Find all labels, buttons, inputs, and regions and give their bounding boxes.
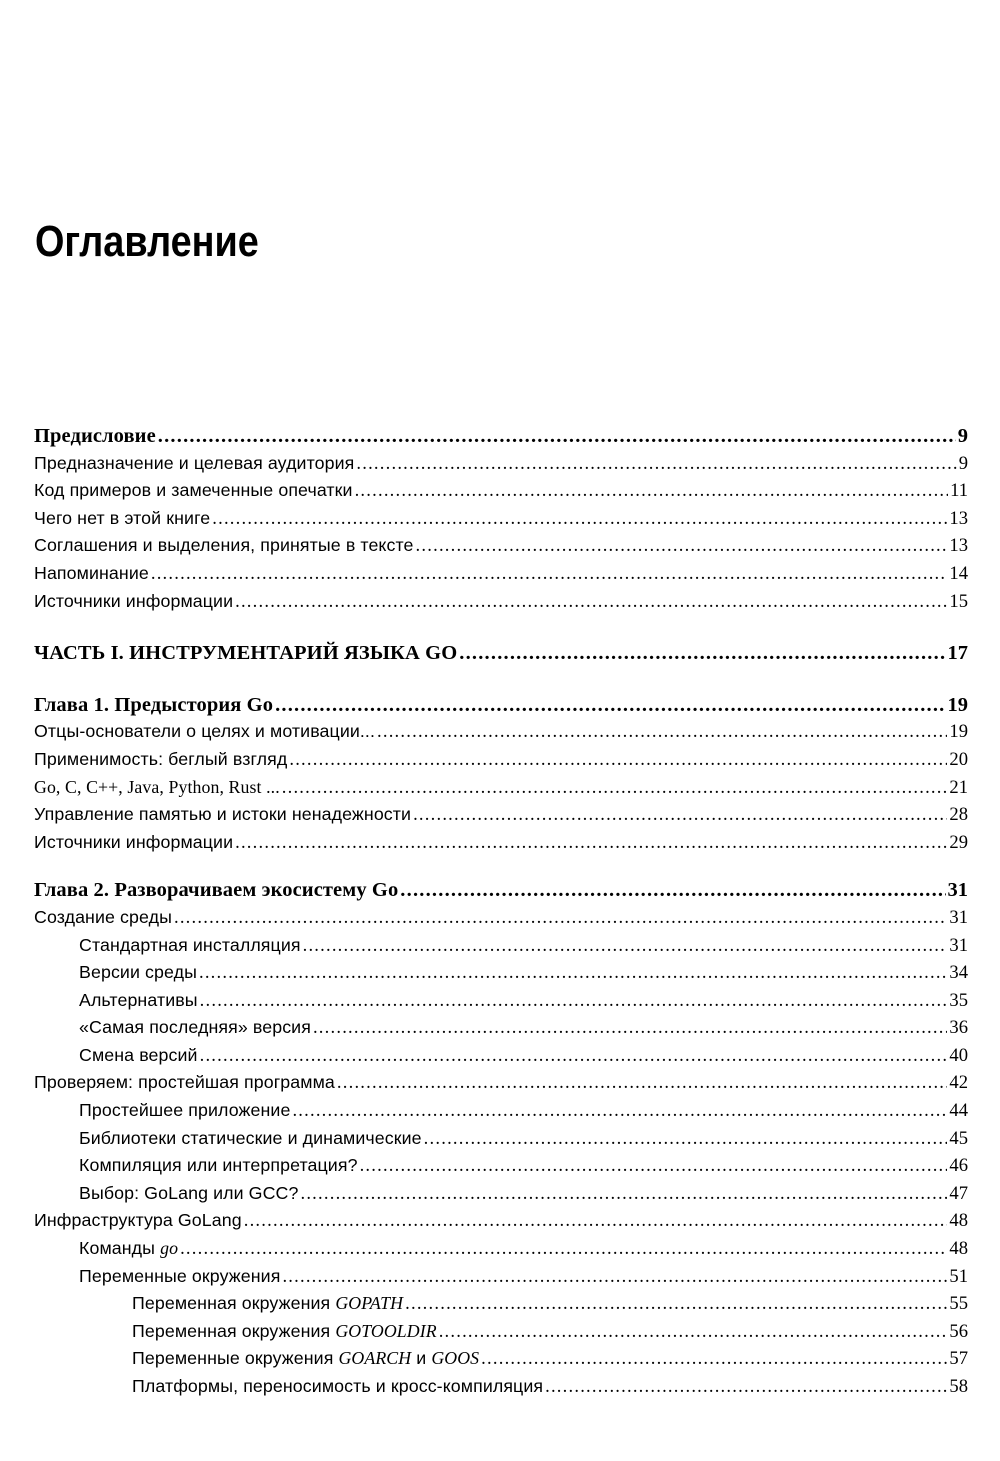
dot-leader	[356, 453, 956, 475]
dot-leader	[180, 1238, 947, 1260]
toc-entry-title: Инфраструктура GoLang	[34, 1210, 242, 1231]
toc-entry[interactable]	[34, 721, 968, 749]
dot-leader	[282, 777, 948, 799]
toc-entry[interactable]	[34, 1293, 968, 1321]
toc-entry[interactable]	[34, 749, 968, 777]
toc-entry[interactable]	[34, 453, 968, 481]
toc-entry-title: Источники информации	[34, 831, 234, 852]
toc-entry-part-1[interactable]	[34, 642, 968, 670]
toc-entry-title: Альтернативы	[79, 989, 198, 1010]
toc-entry-page: 9	[957, 425, 968, 447]
toc-entry-title-text: Переменная окружения	[132, 1293, 331, 1314]
toc-entry-title: Смена версий	[79, 1044, 198, 1065]
dot-leader	[413, 804, 947, 826]
toc-entry-page: 45	[949, 1127, 968, 1149]
toc-entry-title: Глава 1. Предыстория Go	[34, 693, 274, 716]
toc-entry-page: 47	[949, 1182, 968, 1204]
toc-entry[interactable]	[34, 1266, 968, 1294]
toc-entry-page: 46	[949, 1155, 968, 1177]
dot-leader	[174, 907, 947, 929]
toc-entry[interactable]	[34, 1045, 968, 1073]
dot-leader	[282, 1266, 947, 1288]
toc-entry-page: 34	[949, 962, 968, 984]
toc-entry-page: 13	[949, 535, 968, 557]
toc-entry-page: 40	[949, 1044, 968, 1066]
toc-entry-title: Выбор: GoLang или GCC?	[79, 1182, 299, 1203]
toc-entry-page: 57	[949, 1348, 968, 1370]
toc-entry[interactable]	[34, 1210, 968, 1238]
code-term: GOPATH	[335, 1293, 404, 1314]
toc-entry[interactable]	[34, 591, 968, 619]
dot-leader	[275, 694, 945, 717]
toc-entry[interactable]	[34, 1155, 968, 1183]
toc-entry-chapter-1[interactable]	[34, 694, 968, 722]
toc-entry-page: 14	[949, 562, 968, 584]
dot-leader	[439, 1321, 948, 1343]
dot-leader	[405, 1293, 947, 1315]
toc-entry-title	[132, 1321, 437, 1342]
toc-entry-page: 48	[949, 1238, 968, 1260]
toc-entry-title: Код примеров и замеченные опечатки	[34, 480, 353, 501]
toc-entry-page: 11	[950, 480, 968, 502]
toc-entry-title: Напоминание	[34, 562, 149, 583]
dot-leader	[337, 1072, 948, 1094]
dot-leader	[424, 1128, 948, 1150]
toc-entry-title: Источники информации	[34, 590, 234, 611]
toc-entry[interactable]	[34, 1183, 968, 1211]
toc-entry[interactable]	[34, 907, 968, 935]
toc-entry-page: 31	[949, 934, 968, 956]
dot-leader	[400, 879, 945, 902]
code-term: GOOS	[431, 1348, 480, 1369]
toc-entry[interactable]	[34, 935, 968, 963]
toc-entry-title-text: Переменная окружения	[132, 1320, 331, 1341]
toc-entry-page: 29	[949, 831, 968, 853]
dot-leader	[481, 1348, 947, 1370]
dot-leader	[300, 1183, 947, 1205]
toc-entry[interactable]	[34, 990, 968, 1018]
toc-entry-page: 44	[949, 1100, 968, 1122]
toc-entry[interactable]	[34, 1100, 968, 1128]
toc-entry[interactable]	[34, 1017, 968, 1045]
toc-entry-title	[79, 1238, 178, 1259]
toc-entry[interactable]	[34, 1376, 968, 1404]
toc-entry-title: «Самая последняя» версия	[79, 1017, 311, 1038]
toc-entry-title: Управление памятью и истоки ненадежности	[34, 804, 412, 825]
toc-entry-page: 17	[947, 642, 968, 665]
dot-leader	[292, 1100, 947, 1122]
toc-entry-page: 36	[949, 1017, 968, 1039]
page-title: Оглавление	[35, 217, 259, 266]
dot-leader	[200, 1045, 948, 1067]
dot-leader	[355, 480, 949, 502]
toc-entry[interactable]	[34, 1348, 968, 1376]
toc-entry-page: 15	[949, 590, 968, 612]
dot-leader	[199, 962, 947, 984]
toc-entry[interactable]	[34, 1072, 968, 1100]
toc-entry-title	[132, 1293, 403, 1314]
dot-leader	[158, 425, 956, 448]
toc-entry-title: Версии среды	[79, 962, 197, 983]
dot-leader	[459, 642, 945, 665]
toc-entry-title	[132, 1348, 479, 1369]
toc-entry-page: 19	[947, 693, 968, 716]
toc-entry-title-text: Переменные окружения	[132, 1348, 334, 1369]
toc-entry-title: Предназначение и целевая аудитория	[34, 452, 355, 473]
toc-entry-title: Простейшее приложение	[79, 1100, 291, 1121]
toc-entry[interactable]	[34, 832, 968, 860]
toc-entry-page: 51	[949, 1265, 968, 1287]
toc-entry-title: Отцы-основатели о целях и мотивации...	[34, 721, 376, 742]
toc-entry-page: 31	[949, 906, 968, 928]
toc-entry-page: 48	[949, 1210, 968, 1232]
dot-leader	[289, 749, 947, 771]
toc-entry-preface[interactable]	[34, 425, 968, 453]
dot-leader	[545, 1376, 947, 1398]
code-term: GOTOOLDIR	[335, 1320, 437, 1341]
toc-entry-page: 35	[949, 989, 968, 1011]
toc-entry-title: Компиляция или интерпретация?	[79, 1155, 358, 1176]
toc-entry-page: 19	[949, 721, 968, 743]
toc-entry-page: 21	[949, 776, 968, 798]
toc-entry[interactable]	[34, 563, 968, 591]
table-of-contents	[34, 425, 968, 1404]
toc-entry[interactable]	[34, 1128, 968, 1156]
dot-leader	[244, 1210, 948, 1232]
toc-entry-title: Соглашения и выделения, принятые в тексте	[34, 535, 414, 556]
dot-leader	[360, 1155, 948, 1177]
conjunction: и	[416, 1348, 427, 1369]
toc-entry[interactable]	[34, 535, 968, 563]
dot-leader	[212, 508, 947, 530]
toc-entry[interactable]	[34, 804, 968, 832]
toc-entry-title: Глава 2. Разворачиваем экосистему Go	[34, 879, 399, 902]
toc-entry[interactable]	[34, 1238, 968, 1266]
toc-entry-title: Предисловие	[34, 425, 156, 447]
toc-entry-title: Go, C, C++, Java, Python, Rust ...	[34, 776, 280, 797]
dot-leader	[377, 721, 947, 743]
toc-entry-title: Платформы, переносимость и кросс-компиляция	[132, 1376, 544, 1396]
toc-entry[interactable]	[34, 962, 968, 990]
dot-leader	[235, 591, 947, 613]
toc-entry-chapter-2[interactable]	[34, 879, 968, 907]
toc-entry-title: Переменные окружения	[79, 1265, 281, 1286]
dot-leader	[151, 563, 948, 585]
toc-entry-title: Библиотеки статические и динамические	[79, 1127, 422, 1148]
toc-entry-page: 55	[949, 1293, 968, 1315]
dot-leader	[235, 832, 947, 854]
toc-entry[interactable]	[34, 1321, 968, 1349]
toc-entry-title: Создание среды	[34, 906, 172, 927]
toc-entry-page: 9	[958, 452, 968, 474]
toc-entry-page: 56	[949, 1320, 968, 1342]
toc-entry-page: 58	[949, 1376, 968, 1397]
toc-entry-page: 20	[949, 748, 968, 770]
toc-entry-title-text: Команды	[79, 1238, 156, 1259]
toc-entry[interactable]	[34, 777, 968, 805]
code-term: go	[160, 1238, 179, 1259]
dot-leader	[200, 990, 948, 1012]
dot-leader	[303, 935, 948, 957]
toc-entry-title: Стандартная инсталляция	[79, 934, 301, 955]
toc-entry-title: Чего нет в этой книге	[34, 507, 211, 528]
toc-entry[interactable]	[34, 508, 968, 536]
code-term: GOARCH	[338, 1348, 412, 1369]
toc-entry-title: Применимость: беглый взгляд	[34, 748, 288, 769]
toc-entry[interactable]	[34, 480, 968, 508]
toc-entry-title: Проверяем: простейшая программа	[34, 1072, 335, 1093]
dot-leader	[416, 535, 948, 557]
toc-entry-page: 31	[947, 879, 968, 902]
toc-entry-page: 42	[949, 1072, 968, 1094]
toc-entry-page: 13	[949, 507, 968, 529]
dot-leader	[313, 1017, 947, 1039]
toc-entry-title: ЧАСТЬ I. ИНСТРУМЕНТАРИЙ ЯЗЫКА GO	[34, 642, 458, 665]
toc-entry-page: 28	[949, 804, 968, 826]
